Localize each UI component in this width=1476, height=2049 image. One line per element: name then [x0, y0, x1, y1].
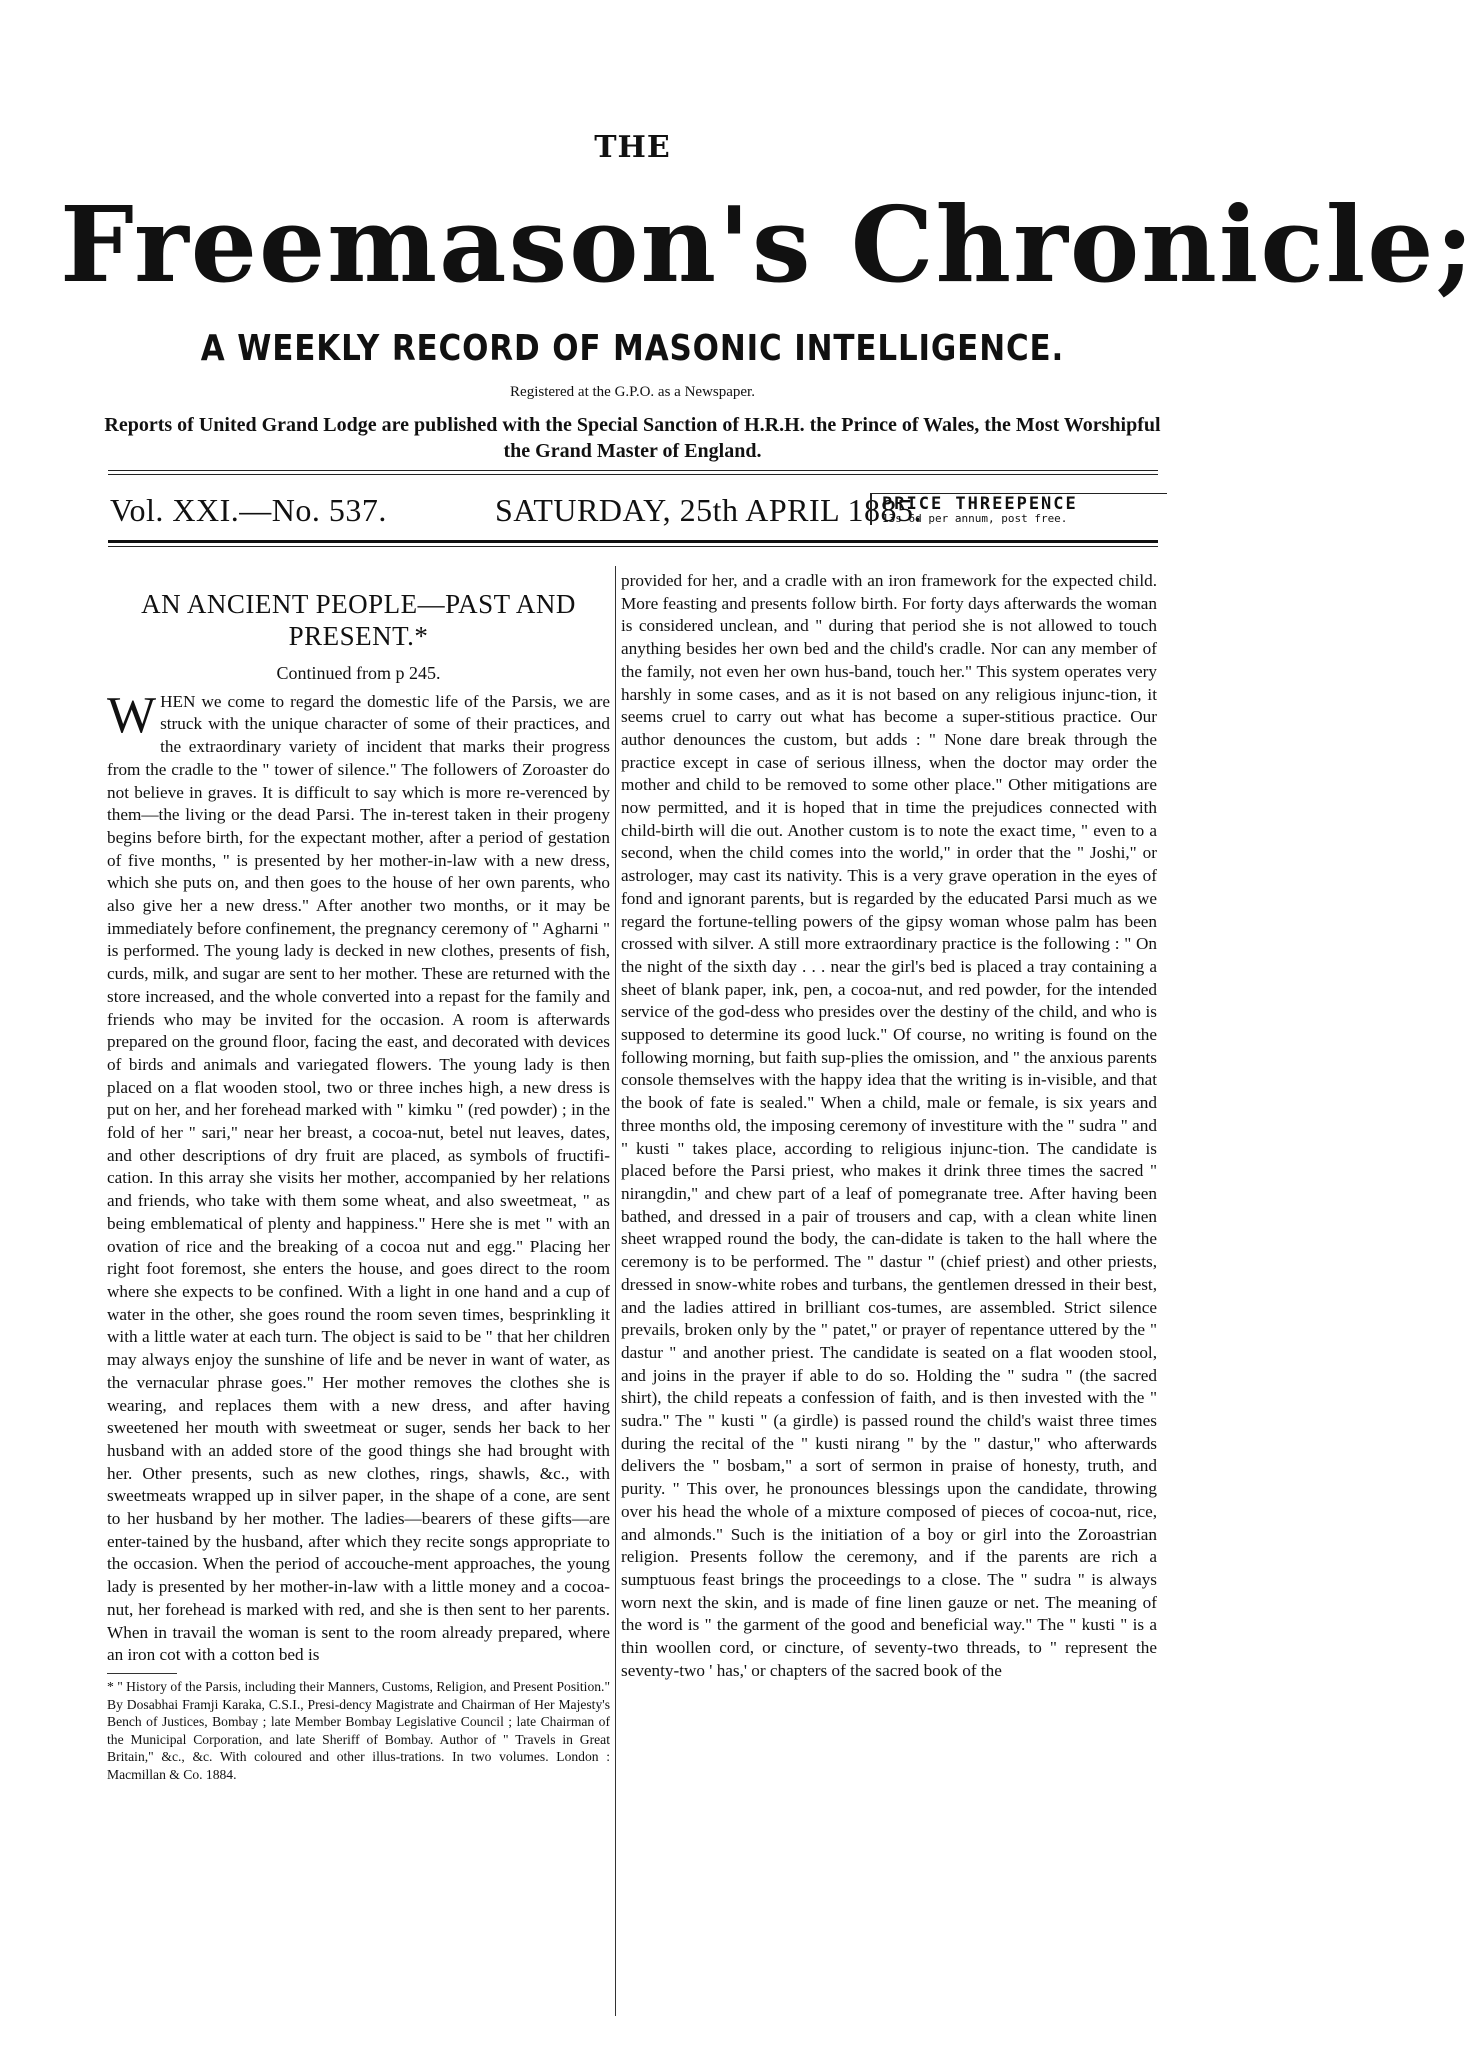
article-left-text: HEN we come to regard the domestic life of the Parsis, we are struck with the unique character of some of their practices, and the extraordinary variety of incident that marks their progress from the cradle to the " tower of silence." The followers of Zoroaster do not believe in graves. It is difficult to say which is more re-verenced by them—the living or the dead Parsi. The in-terest taken in their progeny begins before birth, for the expectant mother, after a period of gestation of five months, " is presented by her mother-in-law with a new dress, which she puts on, and then goes to the house of her own parents, who also give her a new dress." After another two months, or it may be immediately before confinement, the pregnancy ceremony of " Agharni " is performed. The young lady is decked in new clothes, presents of fish, curds, milk, and sugar are sent to her mother. These are returned with the store increased, and the whole converted into a repast for the family and friends who may be invited for the occasion. A room is afterwards prepared on the ground floor, facing the east, and decorated with devices of birds and animals and variegated flowers. The young lady is then placed on a flat wooden stool, two or three inches high, a new dress is put on her, and her forehead marked with " kimku " (red powder) ; in the fold of her " sari," near her breast, a cocoa-nut, betel nut leaves, dates, and other descriptions of dry fruit are placed, as symbols of fructifi-cation. In this array she visits her mother, accompanied by her relations and friends, who take with them some wheat, and also sweetmeat, " as being emblematical of plenty and happiness." Here she is met " with an ovation of rice and the breaking of a cocoa nut and egg." Placing her right foot foremost, she enters the house, and goes direct to the room where she expects to be confined. With a light in one hand and a cup of water in the other, she goes round the room seven times, besprinkling it with a little water at each turn. The object is said to be " that her children may always enjoy the sunshine of life and be never in want of water, as the vernacular phrase goes." Her mother removes the clothes she is wearing, and replaces them with a new dress, and after having sweetened her mouth with sweetmeat or suger, sends her back to her husband with an added store of the good things she had brought with her. Other presents, such as new clothes, rings, shawls, &c., with sweetmeats wrapped up in silver paper, in the shape of a cone, are sent to her husband by her mother. The ladies—bearers of these gifts—are enter-tained by the husband, after which they recite songs appropriate to the occasion. When the period of accouche-ment approaches, the young lady is presented by her mother-in-law with a little money and a cocoa-nut, her forehead is marked with red, and she is then sent to her parents. When in travail the woman is sent to the room already prepared, where an iron cot with a cotton bed is — [107, 691, 610, 1665]
header-rule-top — [108, 470, 1158, 471]
sanction-note: Reports of United Grand Lodge are published with the Special Sanction of H.R.H. the Prince of Wales, the Most Worshipful the Grand Master of England. — [104, 414, 1161, 462]
header-rule-bottom — [108, 540, 1158, 543]
subscription-label: 13s 6d per annum, post free. — [882, 512, 1068, 525]
article-title: AN ANCIENT PEOPLE—PAST AND PRESENT.* — [141, 589, 576, 651]
drop-cap: W — [107, 686, 157, 744]
price-box — [870, 493, 1167, 525]
continued-note: Continued from p 245. — [276, 663, 441, 683]
volume-number: Vol. XXI.—No. 537. — [110, 492, 387, 528]
masthead-subtitle: A WEEKLY RECORD OF MASONIC INTELLIGENCE. — [200, 328, 1065, 369]
footnote: * " History of the Parsis, including their Manners, Customs, Religion, and Present Position." By Dosabhai Framji Karaka, C.S.I., Presi-dency Magistrate and Chairman of Her Majesty's Bench of Justices, Bombay ; late Member Bombay Legislative Council ; late Chairman of the Municipal Corporation, and late Sheriff of Bombay. Author of " Travels in Great Britain," &c., &c. With coloured and other illus-trations. In two volumes. London : Macmillan & Co. 1884. — [107, 1678, 610, 1782]
masthead-the: THE — [594, 130, 671, 165]
article-paragraph-left — [107, 686, 610, 1667]
header-rule-top-2 — [108, 474, 1158, 475]
registration-note: Registered at the G.P.O. as a Newspaper. — [510, 384, 755, 400]
article-left-column — [107, 568, 610, 1784]
header-rule-bottom-2 — [108, 546, 1158, 547]
article-right-column — [621, 570, 1157, 1682]
footnote-rule — [107, 1673, 177, 1674]
price-label: PRICE THREEPENCE — [882, 494, 1078, 514]
masthead-title: Freemason's Chronicle; — [60, 183, 1476, 306]
article-right-text: provided for her, and a cradle with an iron framework for the expected child. More feasting and presents follow birth. For forty days afterwards the woman is considered unclean, and " during that period she is not allowed to touch anything besides her own bed and the child's cradle. Nor can any member of the family, not even her own hus-band, touch her." This system operates very harshly in some cases, and as it is not based on any religious injunc-tion, it seems cruel to carry out what has become a super-stitious practice. Our author denounces the custom, but adds : " None dare break through the practice except in case of serious illness, when the doctor may order the mother and child to be removed to some other place." Other mitigations are now permitted, and it is hoped that in time the prejudices connected with child-birth will die out. Another custom is to note the exact time, " even to a second, when the child comes into the world," in order that the " Joshi," or astrologer, may cast its nativity. This is a very grave operation in the eyes of fond and ignorant parents, but is regarded by the educated Parsi much as we regard the fortune-telling powers of the gipsy woman whose palm has been crossed with silver. A still more extraordinary practice is the following : " On the night of the sixth day . . . near the girl's bed is placed a tray containing a sheet of blank paper, ink, pen, a cocoa-nut, and red powder, for the intended service of the god-dess who presides over the destiny of the child, and who is supposed to determine its good luck." Of course, no writing is found on the following morning, but faith sup-plies the omission, and " the anxious parents console themselves with the happy idea that the writing is in-visible, and that the book of fate is sealed." When a child, male or female, is six years and three months old, the imposing ceremony of investiture with the " sudra " and " kusti " takes place, according to religious injunc-tion. The candidate is placed before the Parsi priest, who makes it drink three times the sacred " nirangdin," and chew part of a leaf of pomegranate tree. After having been bathed, and dressed in a pair of trousers and cap, with a clean white linen sheet wrapped round the body, the can-didate is taken to the hall where the ceremony is to be performed. The " dastur " (chief priest) and other priests, dressed in snow-white robes and turbans, the gentlemen dressed in their best, and the ladies attired in brilliant cos-tumes, are assembled. Strict silence prevails, broken only by the " patet," or prayer of repentance uttered by the " dastur " and another priest. The candidate is seated on a flat wooden stool, and joins in the prayer if able to do so. Holding the " sudra " (the sacred shirt), the child repeats a confession of faith, and is then invested with the " sudra." The " kusti " (a girdle) is passed round the child's waist three times during the recital of the " kusti nirang " by the " dastur," who afterwards delivers the " bosbam," a sort of sermon in praise of honesty, truth, and purity. " This over, he pronounces blessings upon the candidate, throwing over his head the whole of a mixture composed of pieces of cocoa-nut, rice, and almonds." Such is the initiation of a boy or girl into the Zoroastrian religion. Presents follow the ceremony, and if the parents are rich a sumptuous feast brings the proceedings to a close. The " sudra " is always worn next the skin, and is made of fine linen gauze or net. The meaning of the word is " the garment of the good and beneficial way." The " kusti " is a thin woollen cord, or cincture, of seventy-two threads, to " represent the seventy-two ' has,' or chapters of the sacred book of the — [621, 571, 1157, 1680]
column-divider — [615, 566, 616, 2016]
issue-date: SATURDAY, 25th APRIL 1885. — [495, 492, 923, 528]
